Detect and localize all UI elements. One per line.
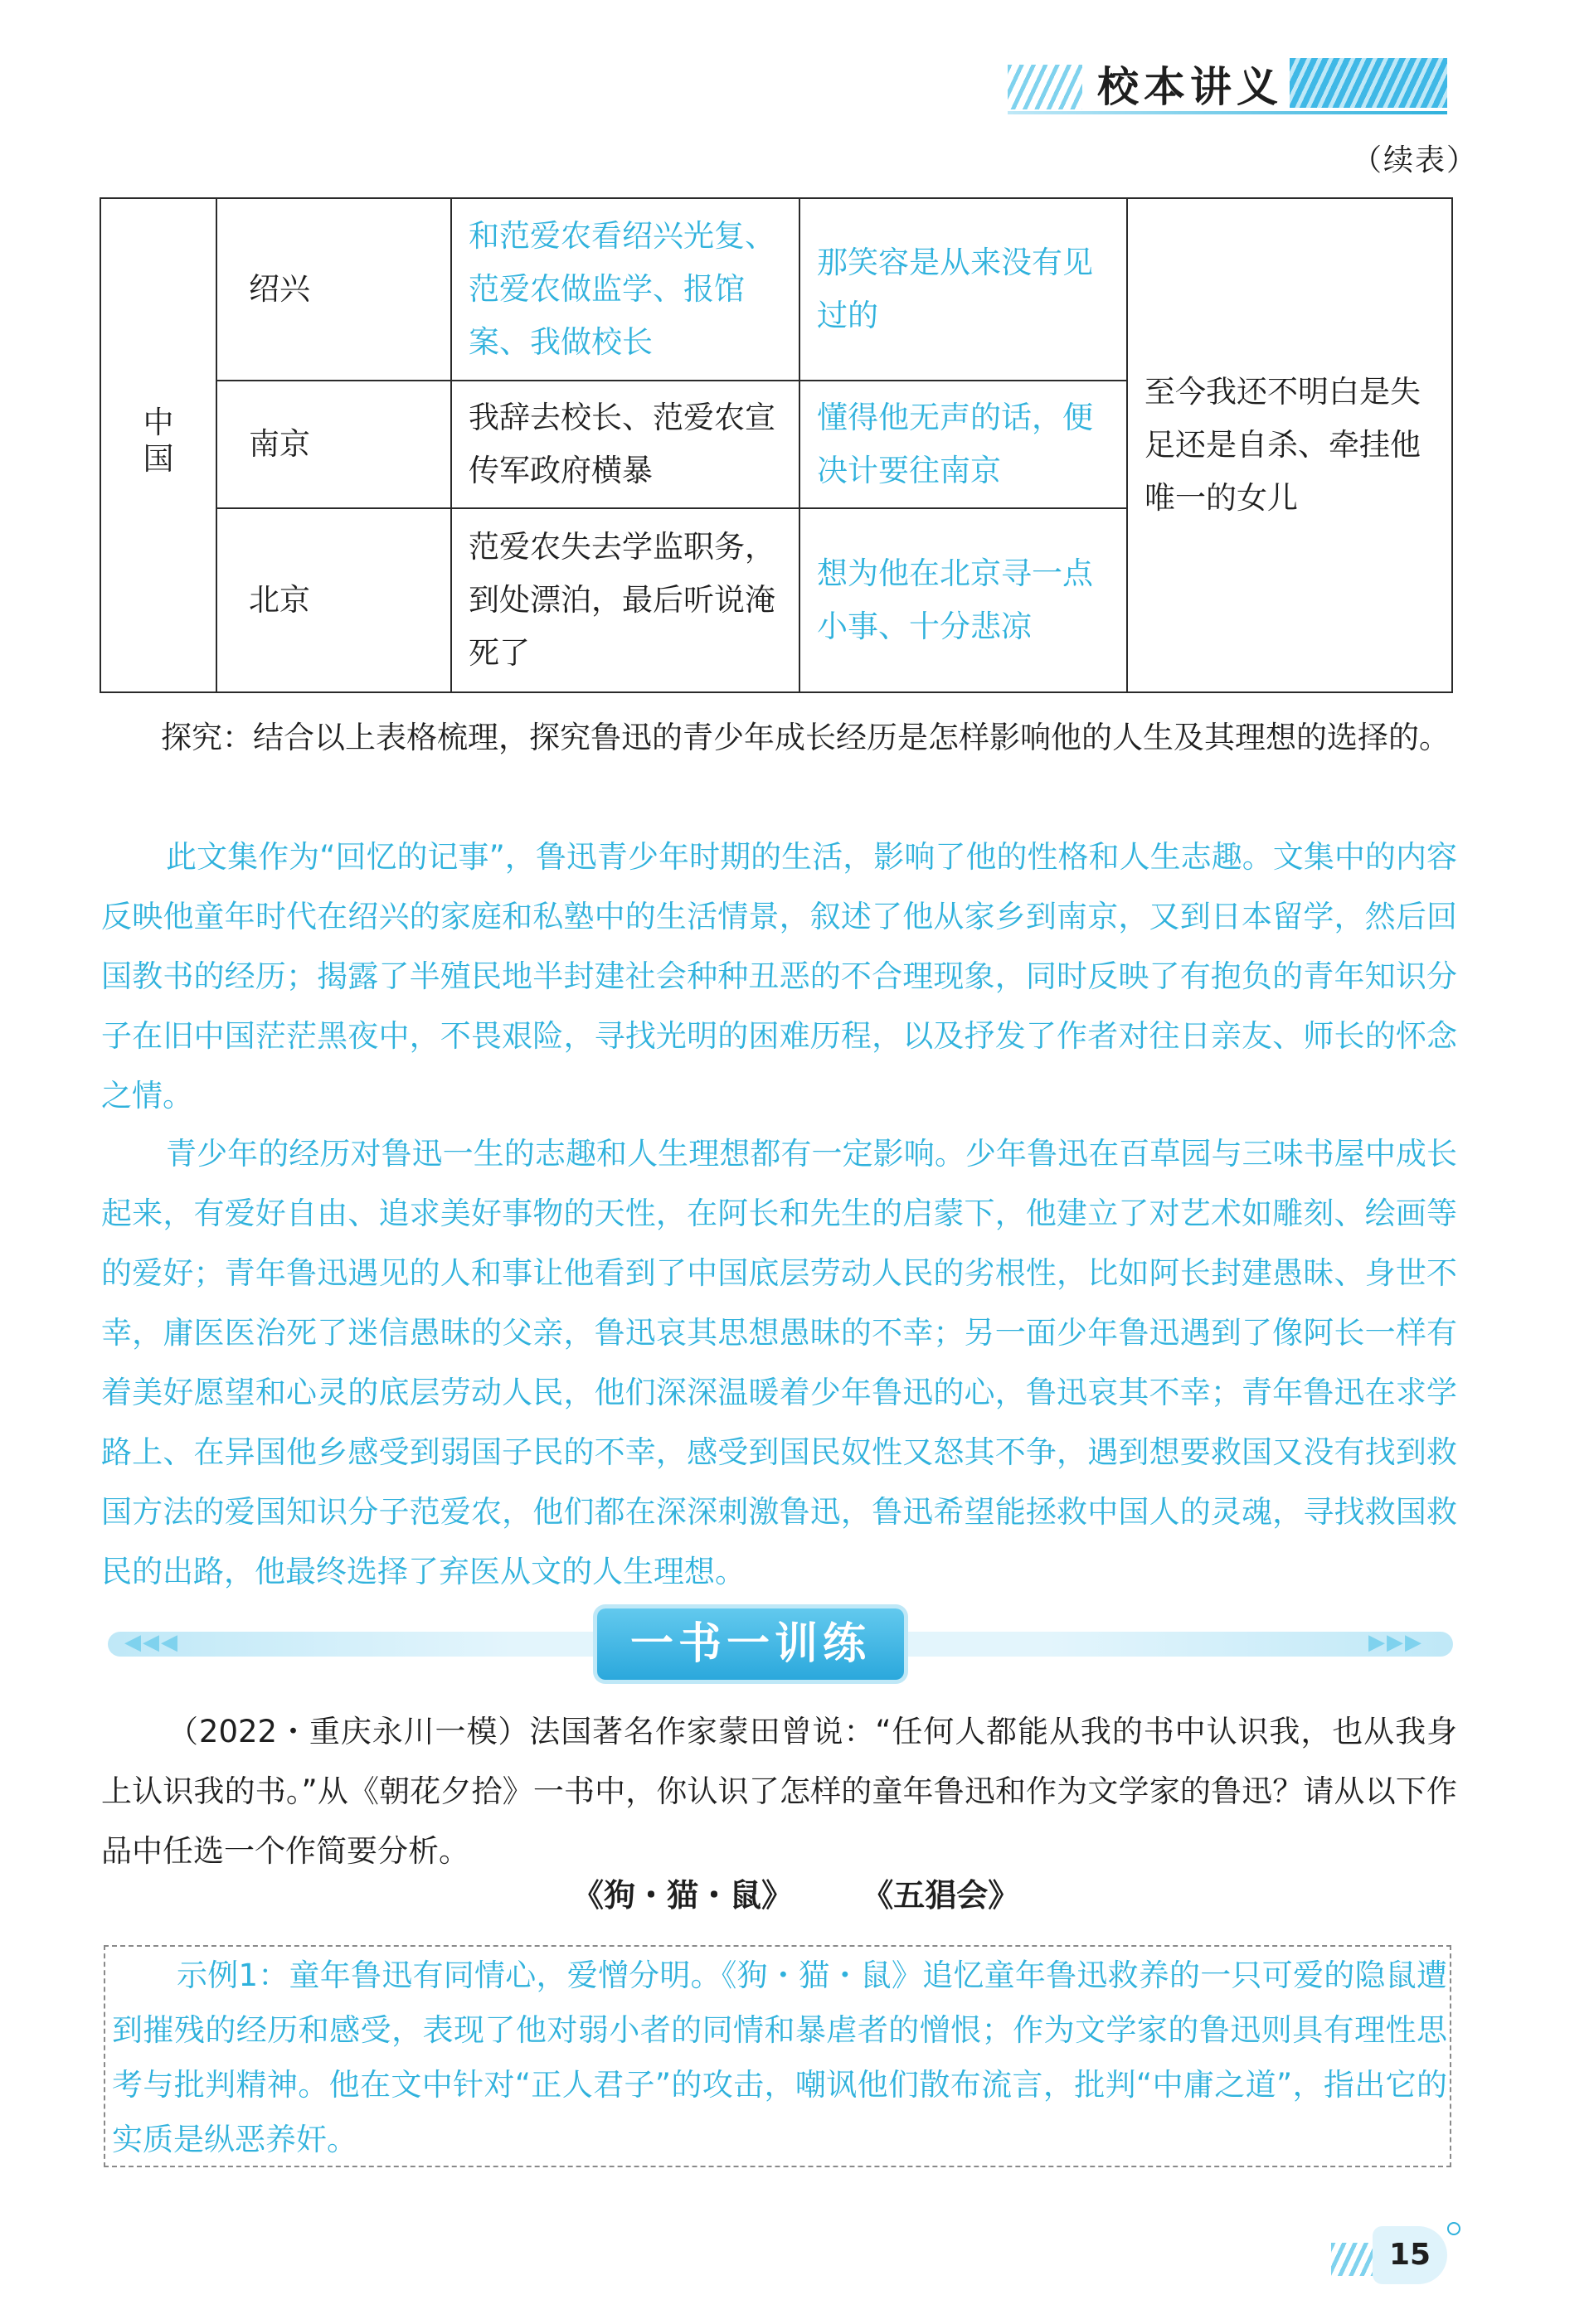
work-title: 《狗・猫・鼠》	[572, 1877, 794, 1914]
experience-table	[100, 197, 1451, 693]
header-stripes-right	[1290, 58, 1447, 108]
feeling-cell: 懂得他无声的话，便决计要往南京	[799, 381, 1127, 508]
place-cell: 南京	[216, 381, 451, 508]
explore-prompt: 探究：结合以上表格梳理，探究鲁迅的青少年成长经历是怎样影响他的人生及其理想的选择的。	[161, 720, 1450, 755]
page-dot-icon	[1447, 2222, 1460, 2235]
event-cell: 和范爱农看绍兴光复、范爱农做监学、报馆案、我做校长	[451, 198, 799, 381]
header-underline	[1008, 111, 1447, 114]
continued-label: （续表）	[1352, 143, 1479, 177]
country-cell: 中国	[100, 198, 216, 692]
answer-paragraph-1: 此文集作为“回忆的记事”，鲁迅青少年时期的生活，影响了他的性格和人生志趣。文集中的内容反映他童年时代在绍兴的家庭和私塾中的生活情景，叙述了他从家乡到南京，又到日本留学，然后回国教书的经历；揭露了半殖民地半封建社会种种丑恶的不合理现象，同时反映了有抱负的青年知识分子在旧中国茫茫黑夜中，不畏艰险，寻找光明的困难历程，以及抒发了作者对往日亲友、师长的怀念之情。	[101, 839, 1457, 1113]
banner-arrows-left-icon: ◀◀◀	[124, 1630, 179, 1655]
work-title: 《五猖会》	[862, 1877, 1020, 1914]
table-row	[100, 198, 1452, 381]
place-cell: 北京	[216, 508, 451, 692]
page-number: 15	[1373, 2226, 1447, 2284]
header-title: 校本讲义	[1097, 63, 1283, 111]
event-cell: 范爱农失去学监职务，到处漂泊，最后听说淹死了	[451, 508, 799, 692]
event-cell: 我辞去校长、范爱农宣传军政府横暴	[451, 381, 799, 508]
feeling-cell: 那笑容是从来没有见过的	[799, 198, 1127, 381]
feeling-cell: 想为他在北京寻一点小事、十分悲凉	[799, 508, 1127, 692]
banner-arrows-right-icon: ▶▶▶	[1368, 1630, 1423, 1655]
place-cell: 绍兴	[216, 198, 451, 381]
example-answer-text: 示例1：童年鲁迅有同情心，爱憎分明。《狗・猫・鼠》追忆童年鲁迅救养的一只可爱的隐鼠遭到摧残的经历和感受，表现了他对弱小者的同情和暴虐者的憎恨；作为文学家的鲁迅则具有理性思考与批判精神。他在文中针对“正人君子”的攻击，嘲讽他们散布流言，批判“中庸之道”，指出它的实质是纵恶养奸。	[112, 1958, 1447, 2157]
answer-paragraph-2: 青少年的经历对鲁迅一生的志趣和人生理想都有一定影响。少年鲁迅在百草园与三味书屋中成长起来，有爱好自由、追求美好事物的天性，在阿长和先生的启蒙下，他建立了对艺术如雕刻、绘画等的爱好；青年鲁迅遇见的人和事让他看到了中国底层劳动人民的劣根性，比如阿长封建愚昧、身世不幸，庸医医治死了迷信愚昧的父亲，鲁迅哀其思想愚昧的不幸；另一面少年鲁迅遇到了像阿长一样有着美好愿望和心灵的底层劳动人民，他们深深温暖着少年鲁迅的心，鲁迅哀其不幸；青年鲁迅在求学路上、在异国他乡感受到弱国子民的不幸，感受到国民奴性又怒其不争，遇到想要救国又没有找到救国方法的爱国知识分子范爱农，他们都在深深刺激鲁迅，鲁迅希望能拯救中国人的灵魂，寻找救国救民的出路，他最终选择了弃医从文的人生理想。	[101, 1136, 1457, 1589]
summary-cell: 至今我还不明白是失足还是自杀、牵挂他唯一的女儿	[1127, 198, 1452, 692]
section-title: 一书一训练	[597, 1608, 904, 1680]
works-list	[572, 1870, 1077, 1915]
question-text: （2022・重庆永川一模）法国著名作家蒙田曾说：“任何人都能从我的书中认识我，也从我身上认识我的书。”从《朝花夕拾》一书中，你认识了怎样的童年鲁迅和作为文学家的鲁迅？请从以下作品中任选一个作简要分析。	[101, 1714, 1457, 1869]
header-stripes-left	[1008, 65, 1082, 109]
